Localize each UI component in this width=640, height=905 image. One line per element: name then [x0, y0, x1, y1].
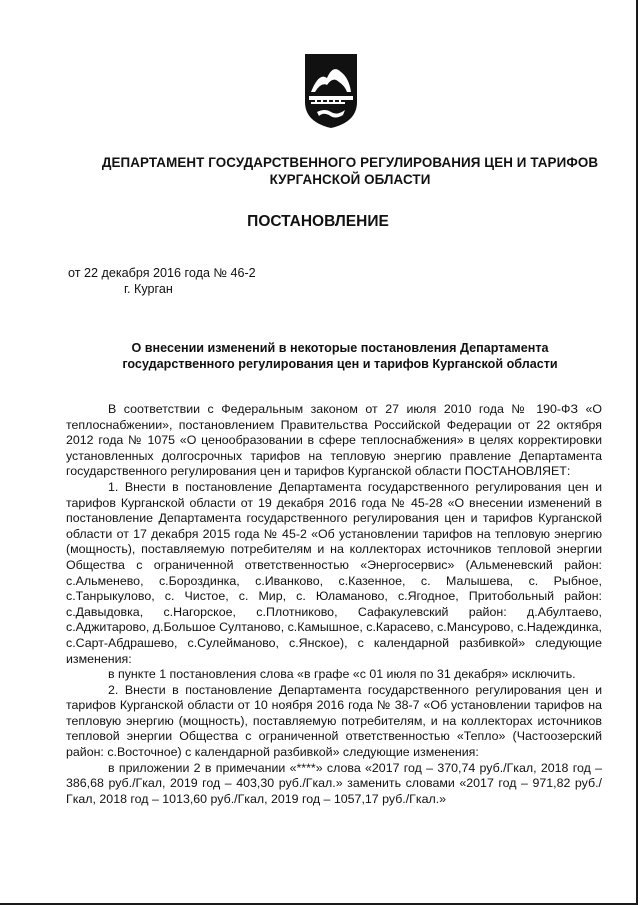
department-title: ДЕПАРТАМЕНТ ГОСУДАРСТВЕННОГО РЕГУЛИРОВАНИЯ ЦЕН И ТАРИФОВ КУРГАНСКОЙ ОБЛАСТИ [101, 155, 599, 187]
paragraph-preamble: В соответствии с Федеральным законом от 27 июля 2010 года № 190-ФЗ «О теплоснабжении», постановлением Правительства Российской Федерации от 22 октября 2012 года № 1075 «О ценообразовании в сфере теплоснабжения» в целях корректировки установленных долгосрочных тарифов на тепловую энергию правление Департамента государственного регулирования цен и тарифов Курганской области ПОСТАНОВЛЯЕТ: [66, 402, 602, 479]
document-type: ПОСТАНОВЛЕНИЕ [247, 213, 389, 230]
document-subject: О внесении изменений в некоторые постановления Департамента государственного регулирования цен и тарифов Курганской области [122, 341, 558, 371]
document-body [66, 402, 602, 807]
coat-of-arms-icon [301, 52, 361, 130]
document-city: г. Курган [124, 282, 173, 296]
paragraph-item-1-change: в пункте 1 постановления слова «в графе «с 01 июля по 31 декабря» исключить. [108, 667, 576, 682]
paragraph-item-1: 1. Внести в постановление Департамента государственного регулирования цен и тарифов Курганской области от 19 декабря 2016 года № 45-28 «О внесении изменений в постановление Департамента государственного регулирования цен и тарифов Курганской области от 17 декабря 2015 года № 45-2 «Об установлении тарифов на тепловую энергию (мощность), поставляемую потребителям и на коллекторах источников тепловой энергии Общества с ограниченной ответственностью «Энергосервис» (Альменевский район: с.Альменево, с.Бороздинка, с.Иванково, с.Казенное, с. Малышева, с. Рыбное, с.Танрыкулово, с. Чистое, с. Мир, с. Юламаново, с.Ягодное, Притобольный район: с.Давыдовка, с.Нагорское, с.Плотниково, Сафакулевский район: д.Абултаево, с.Аджитарово, д.Большое Султаново, с.Камышное, с.Карасево, с.Мансурово, с.Надеждинка, с.Сарт-Абдрашево, с.Сулейманово, с.Янское), с календарной разбивкой» следующие изменения: [66, 479, 602, 666]
document-date-number: от 22 декабря 2016 года № 46-2 [68, 266, 256, 280]
paragraph-item-2-change: в приложении 2 в примечании «****» слова «2017 год – 370,74 руб./Гкал, 2018 год – 386,68 руб./Гкал, 2019 год – 403,30 руб./Гкал.» заменить словами «2017 год – 971,82 руб./Гкал, 2018 год – 1013,60 руб./Гкал, 2019 год – 1057,17 руб./Гкал.» [66, 760, 602, 806]
paragraph-item-2: 2. Внести в постановление Департамента государственного регулирования цен и тарифов Курганской области от 10 ноября 2016 года № 38-7 «Об установлении тарифов на тепловую энергию (мощность), поставляемую потребителям, и на коллекторах источников тепловой энергии Общества с ограниченной ответственностью «Тепло» (Частоозерский район: с.Восточное) с календарной разбивкой» следующие изменения: [66, 682, 602, 760]
